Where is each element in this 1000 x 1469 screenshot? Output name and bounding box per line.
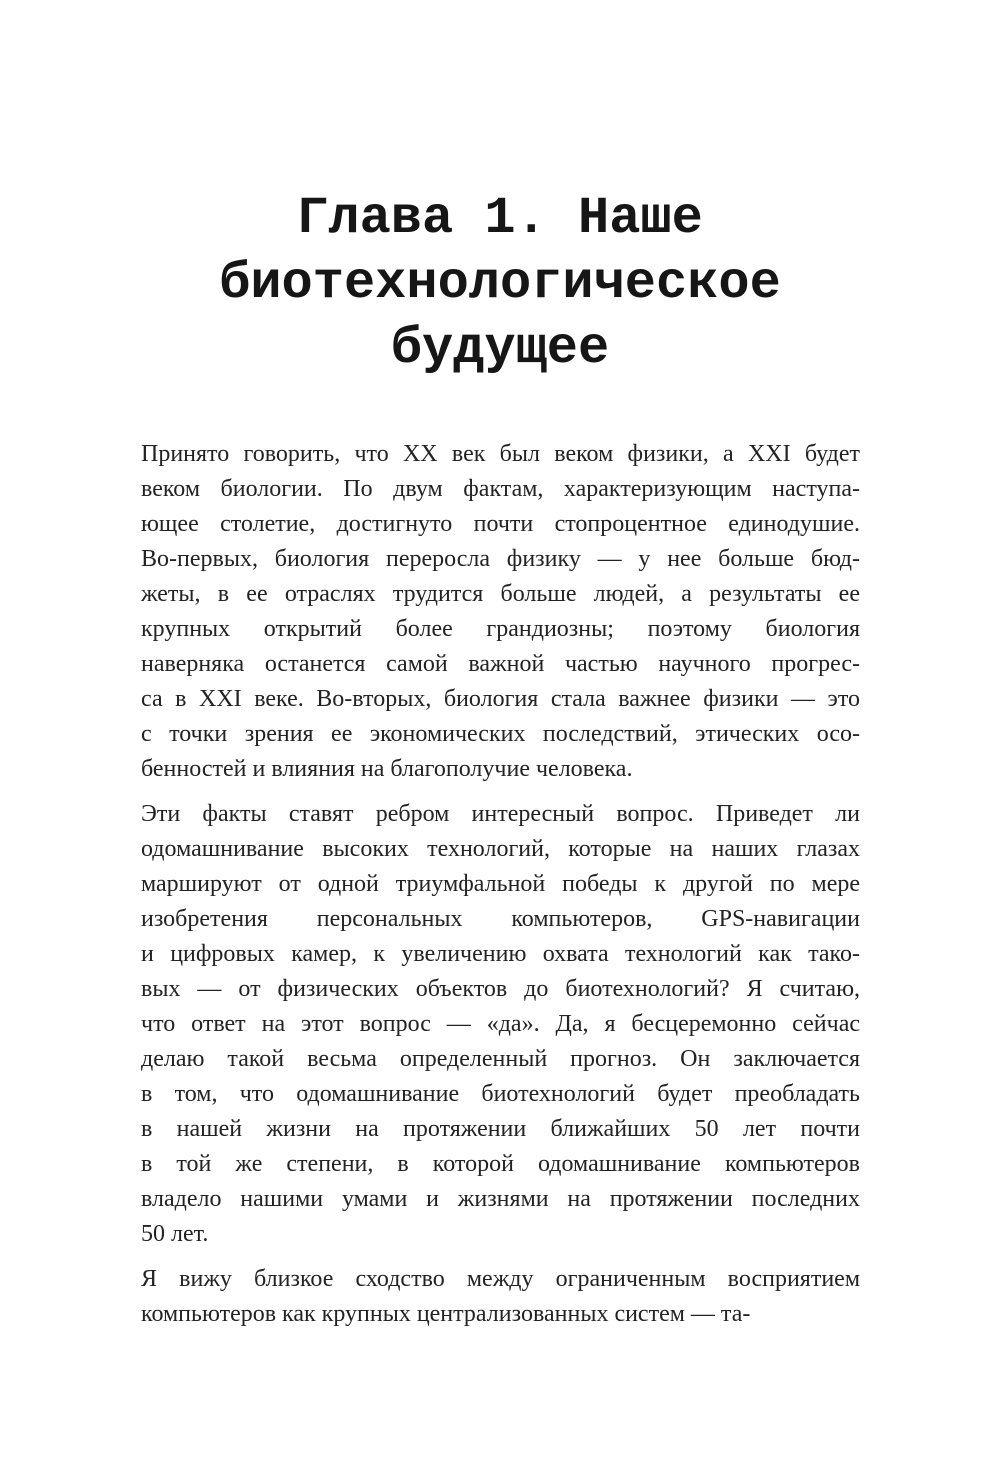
- text-line: компьютеров как крупных централизованных систем — та-: [141, 1301, 751, 1327]
- text-line: что ответ на этот вопрос — «да». Да, я бесцеремонно сейчас: [141, 1011, 860, 1037]
- text-line: владело нашими умами и жизнями на протяжении последних: [141, 1186, 860, 1212]
- text-line: в том, что одомашнивание биотехнологий будет преобладать: [141, 1081, 860, 1107]
- text-line: Принято говорить, что XX век был веком физики, а XXI будет: [141, 441, 860, 467]
- paragraph: [141, 797, 860, 1252]
- text-line: вых — от физических объектов до биотехнологий? Я считаю,: [141, 976, 860, 1002]
- body-text: [141, 437, 860, 1342]
- text-line: ющее столетие, достигнуто почти стопроцентное единодушие.: [141, 511, 860, 537]
- text-line: одомашнивание высоких технологий, которые на наших глазах: [141, 836, 860, 862]
- text-line: в той же степени, в которой одомашнивание компьютеров: [141, 1151, 860, 1177]
- text-line: с точки зрения ее экономических последствий, этических осо-: [141, 721, 860, 747]
- paragraph: [141, 437, 860, 787]
- text-line: делаю такой весьма определенный прогноз. Он заключается: [141, 1046, 860, 1072]
- text-line: са в XXI веке. Во-вторых, биология стала важнее физики — это: [141, 686, 860, 712]
- text-line: наверняка останется самой важной частью научного прогрес-: [141, 651, 860, 677]
- text-line: Эти факты ставят ребром интересный вопрос. Приведет ли: [141, 801, 860, 827]
- text-line: 50 лет.: [141, 1221, 209, 1247]
- chapter-title-line-3: будущее: [390, 319, 610, 378]
- text-line: Во-первых, биология переросла физику — у нее больше бюд-: [141, 546, 860, 572]
- text-line: изобретения персональных компьютеров, GPS-навигации: [141, 906, 860, 932]
- paragraph: [141, 1262, 860, 1332]
- text-line: крупных открытий более грандиозны; поэтому биология: [141, 616, 860, 642]
- chapter-title: [0, 186, 1000, 381]
- text-line: бенностей и влияния на благополучие человека.: [141, 756, 633, 782]
- text-line: маршируют от одной триумфальной победы к другой по мере: [141, 871, 860, 897]
- text-line: Я вижу близкое сходство между ограниченным восприятием: [141, 1266, 860, 1292]
- chapter-title-line-1: Глава 1. Наше: [297, 189, 703, 248]
- text-line: в нашей жизни на протяжении ближайших 50 лет почти: [141, 1116, 860, 1142]
- chapter-title-line-2: биотехнологическое: [219, 254, 781, 313]
- text-line: жеты, в ее отраслях трудится больше людей, а результаты ее: [141, 581, 860, 607]
- text-line: и цифровых камер, к увеличению охвата технологий как тако-: [141, 941, 860, 967]
- text-line: веком биологии. По двум фактам, характеризующим наступа-: [141, 476, 860, 502]
